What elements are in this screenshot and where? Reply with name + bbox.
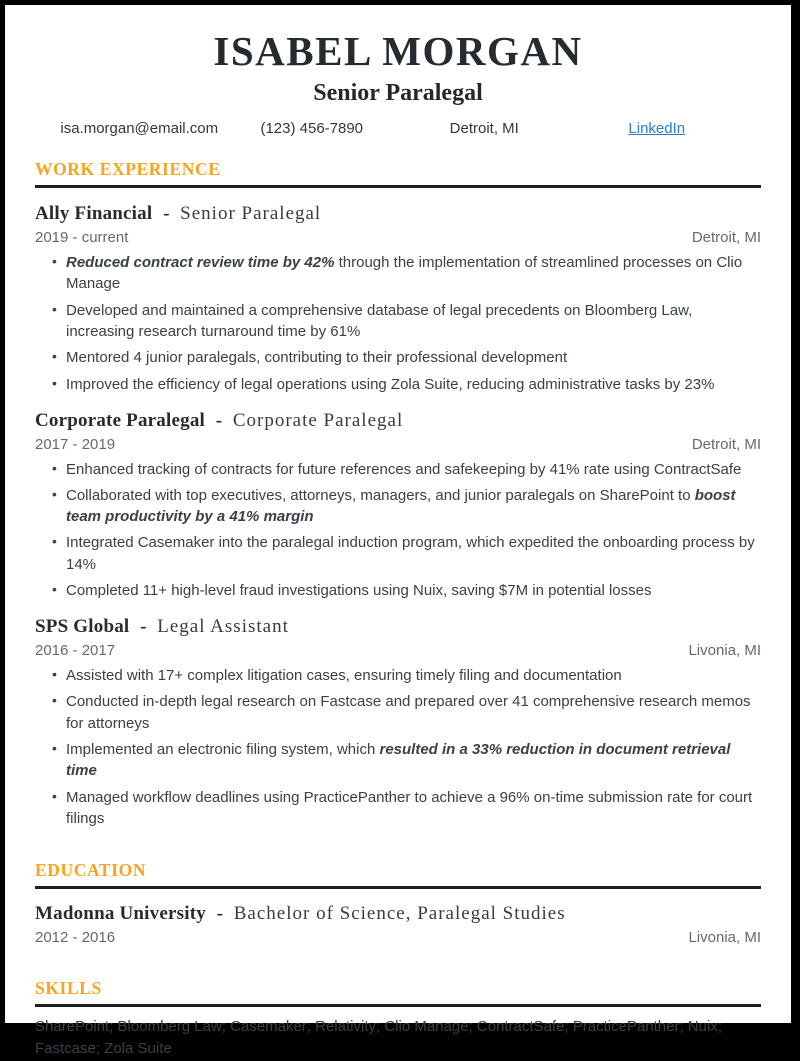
job-role: Senior Paralegal [180, 203, 322, 225]
job-meta [35, 436, 761, 453]
bullet-item [52, 485, 761, 528]
bullet-text: Managed workflow deadlines using PracticePanther to achieve a 96% on-time submission rate for court filings [66, 788, 753, 827]
job-meta [35, 229, 761, 246]
bullet-text: Completed 11+ high-level fraud investigations using Nuix, saving $7M in potential losses [66, 582, 652, 600]
job-role: Legal Assistant [157, 616, 289, 638]
section-work [35, 159, 761, 829]
bullet-item [52, 374, 761, 395]
education-meta [35, 929, 761, 946]
education-entry [35, 902, 761, 946]
bullet-item [52, 665, 761, 686]
education-separator: - [216, 903, 223, 925]
section-heading-skills: SKILLS [35, 978, 761, 1007]
job-bullets [35, 459, 761, 602]
bullet-text: Implemented an electronic filing system, which [66, 740, 380, 758]
bullet-text: Improved the efficiency of legal operations using Zola Suite, reducing administrative tasks by 23% [66, 375, 715, 393]
education-dates: 2012 - 2016 [35, 928, 116, 946]
bullet-item [52, 532, 761, 575]
bullet-text: Mentored 4 junior paralegals, contributing to their professional development [66, 349, 568, 367]
bullet-item [52, 459, 761, 480]
degree: Bachelor of Science, Paralegal Studies [233, 903, 566, 925]
job-entry [35, 615, 761, 829]
bullet-text: Assisted with 17+ complex litigation cases, ensuring timely filing and documentation [66, 667, 622, 685]
job-bullets [35, 665, 761, 829]
job-company: Corporate Paralegal [35, 409, 205, 431]
job-entry [35, 202, 761, 395]
resume-header [35, 29, 761, 137]
job-location: Detroit, MI [691, 229, 761, 247]
bullet-text: Conducted in-depth legal research on Fastcase and prepared over 41 comprehensive research memos for attorneys [66, 693, 751, 732]
job-dates: 2017 - 2019 [35, 435, 116, 453]
bullet-item [52, 739, 761, 782]
section-skills [35, 978, 761, 1061]
section-heading-work: WORK EXPERIENCE [35, 159, 761, 188]
job-header [35, 409, 761, 433]
contact-linkedin-cell [571, 120, 744, 137]
job-bullets [35, 252, 761, 395]
bullet-item [52, 580, 761, 601]
job-company: SPS Global [35, 616, 130, 638]
bullet-text: Collaborated with top executives, attorneys, managers, and junior paralegals on SharePoint to [66, 486, 695, 504]
school-name: Madonna University [35, 903, 206, 925]
contact-location: Detroit, MI [449, 120, 519, 138]
bullet-item [52, 300, 761, 343]
skills-text: SharePoint; Bloomberg Law; Casemaker; Relativity; Clio Manage; ContractSafe; PracticePanther; Nuix; Fastcase; Zola Suite [35, 1017, 722, 1058]
candidate-title: Senior Paralegal [313, 80, 483, 107]
bullet-item [52, 347, 761, 368]
job-meta [35, 642, 761, 659]
contact-email: isa.morgan@email.com [60, 120, 219, 138]
bullet-text: through the implementation of streamlined processes on Clio Manage [66, 254, 743, 293]
job-role: Corporate Paralegal [232, 409, 404, 431]
bullet-item [52, 787, 761, 830]
resume-page [5, 5, 791, 1058]
linkedin-link[interactable]: LinkedIn [628, 120, 686, 138]
job-company: Ally Financial [35, 203, 153, 225]
contact-phone: (123) 456-7890 [260, 120, 364, 138]
bullet-text: Integrated Casemaker into the paralegal induction program, which expedited the onboarding process by 14% [66, 534, 755, 573]
education-header [35, 902, 761, 926]
job-entry [35, 409, 761, 602]
bullet-text: Enhanced tracking of contracts for future references and safekeeping by 41% rate using ContractSafe [66, 460, 742, 478]
candidate-name: ISABEL MORGAN [213, 28, 583, 74]
job-separator: - [163, 203, 170, 225]
bullet-item [52, 691, 761, 734]
bullet-highlight: Reduced contract review time by 42% [66, 254, 335, 272]
bullet-item [52, 252, 761, 295]
education-location: Livonia, MI [688, 928, 761, 946]
job-dates: 2019 - current [35, 229, 129, 247]
job-header [35, 202, 761, 226]
job-dates: 2016 - 2017 [35, 642, 116, 660]
bullet-text: Developed and maintained a comprehensive database of legal precedents on Bloomberg Law, increasing research turnaround time by 61% [66, 301, 693, 340]
bullet-highlight: boost team productivity by a 41% margin [66, 486, 736, 526]
section-heading-education: EDUCATION [35, 860, 761, 889]
bullet-highlight: resulted in a 33% reduction in document retrieval time [66, 740, 731, 780]
section-education [35, 860, 761, 946]
job-header [35, 615, 761, 639]
job-list [35, 202, 761, 829]
job-location: Detroit, MI [691, 435, 761, 453]
job-separator: - [215, 409, 223, 431]
job-location: Livonia, MI [688, 642, 761, 660]
job-separator: - [140, 616, 147, 638]
contact-row [53, 120, 743, 137]
